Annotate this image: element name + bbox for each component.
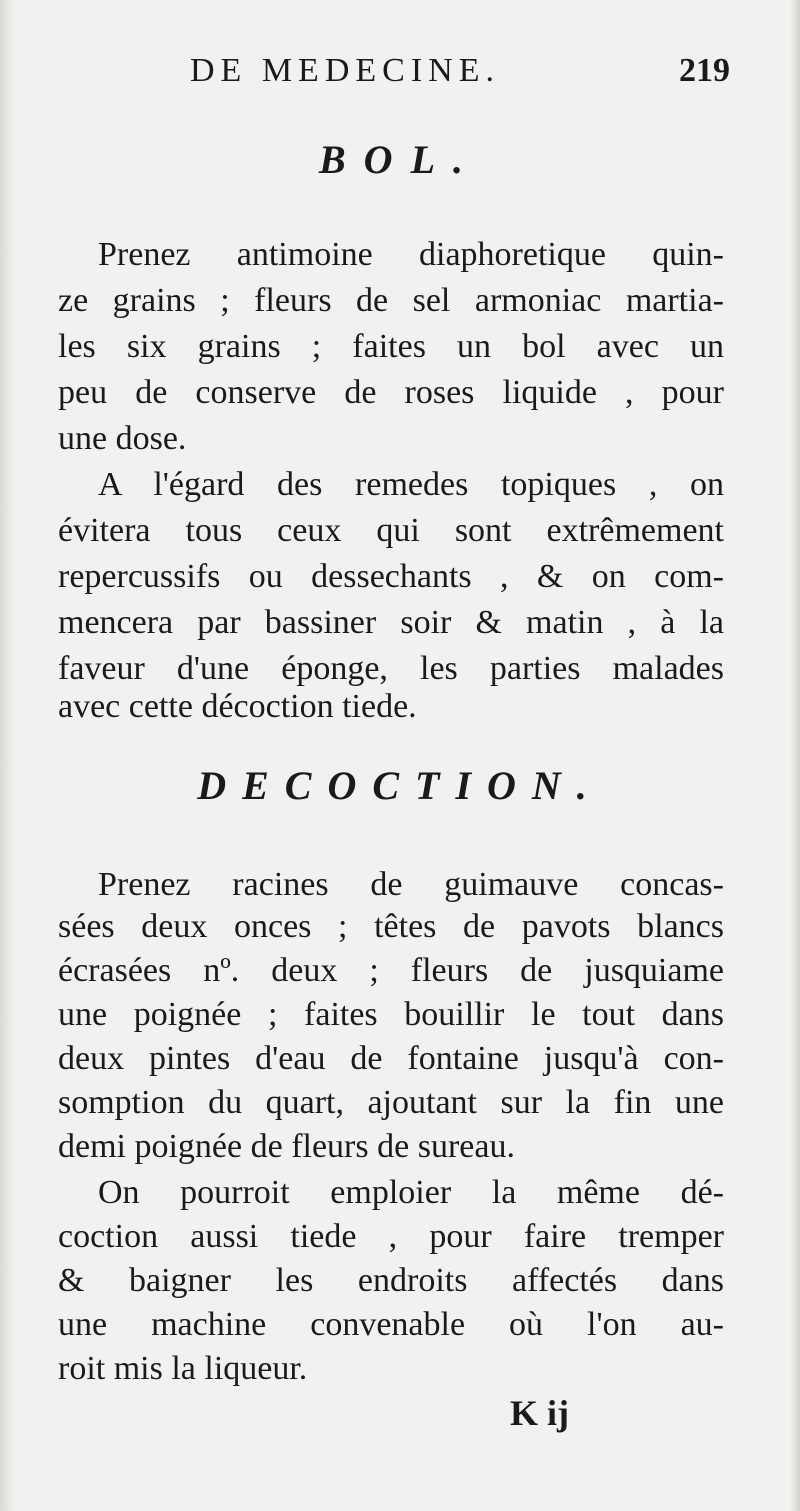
section-title-bol: BOL. bbox=[319, 137, 481, 182]
text-line: faveur d'une éponge, les parties malades bbox=[58, 650, 724, 687]
text-line: une poignée ; faites bouillir le tout dans bbox=[58, 996, 724, 1033]
text-line: avec cette décoction tiede. bbox=[58, 688, 417, 725]
page-edge-left bbox=[0, 0, 14, 1511]
text-line: Prenez racines de guimauve concas- bbox=[98, 866, 724, 903]
signature-mark: K ij bbox=[510, 1393, 569, 1433]
text-line: peu de conserve de roses liquide , pour bbox=[58, 374, 724, 411]
text-line: sées deux onces ; têtes de pavots blancs bbox=[58, 908, 724, 945]
text-line: mencera par bassiner soir & matin , à la bbox=[58, 604, 724, 641]
text-line: A l'égard des remedes topiques , on bbox=[98, 466, 724, 503]
page-header bbox=[190, 52, 730, 96]
text-line: coction aussi tiede , pour faire tremper bbox=[58, 1218, 724, 1255]
text-line: deux pintes d'eau de fontaine jusqu'à con- bbox=[58, 1040, 724, 1077]
text-line: repercussifs ou dessechants , & on com- bbox=[58, 558, 724, 595]
text-line: Prenez antimoine diaphoretique quin- bbox=[98, 236, 724, 273]
text-line: & baigner les endroits affectés dans bbox=[58, 1262, 724, 1299]
text-line: les six grains ; faites un bol avec un bbox=[58, 328, 724, 365]
text-line: roit mis la liqueur. bbox=[58, 1350, 308, 1387]
text-line: ze grains ; fleurs de sel armoniac martia- bbox=[58, 282, 724, 319]
text-line: évitera tous ceux qui sont extrêmement bbox=[58, 512, 724, 549]
text-line: demi poignée de fleurs de sureau. bbox=[58, 1128, 515, 1165]
running-head: DE MEDECINE. bbox=[190, 52, 500, 89]
text-line: somption du quart, ajoutant sur la fin une bbox=[58, 1084, 724, 1121]
text-line: une machine convenable où l'on au- bbox=[58, 1306, 724, 1343]
page-edge-right bbox=[790, 0, 800, 1511]
page-number: 219 bbox=[679, 52, 730, 89]
section-title-decoction: DECOCTION. bbox=[197, 763, 603, 808]
text-line: écrasées nº. deux ; fleurs de jusquiame bbox=[58, 952, 724, 989]
text-line: On pourroit emploier la même dé- bbox=[98, 1174, 724, 1211]
text-line: une dose. bbox=[58, 420, 187, 457]
